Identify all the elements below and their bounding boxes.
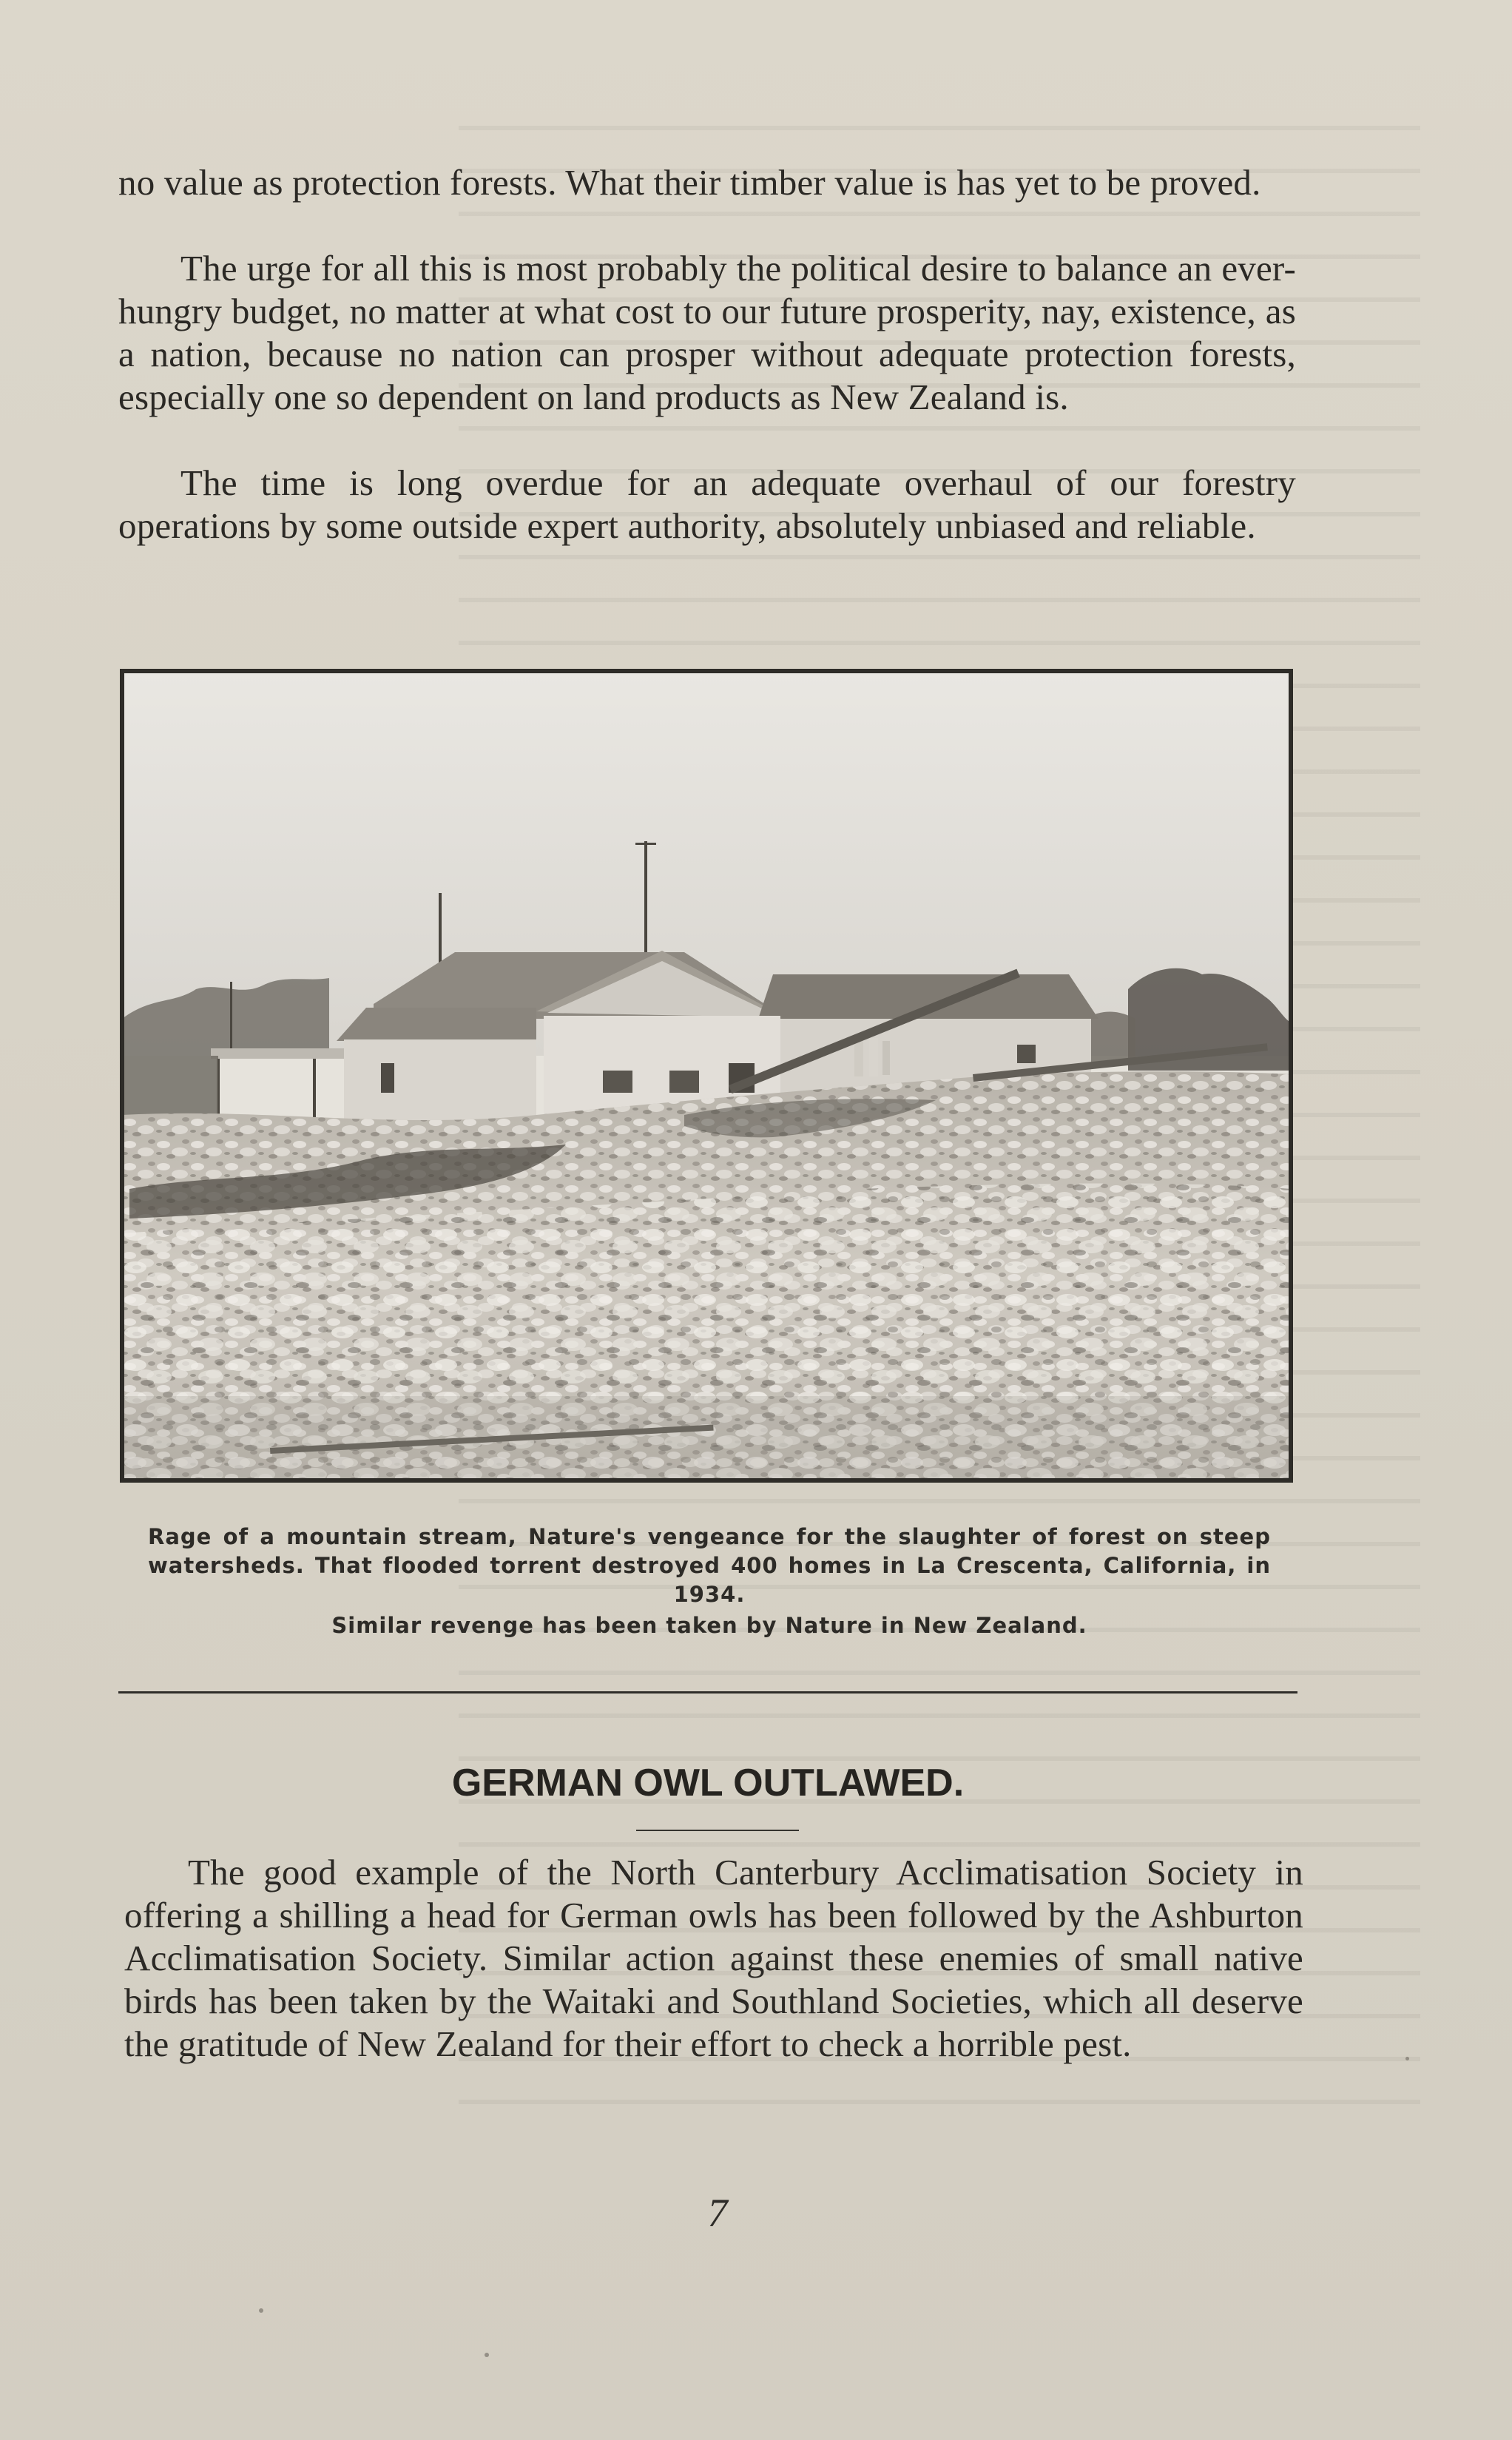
paragraph-forestry-overhaul: The time is long overdue for an adequate overhaul of our forestry operations by some outside expert authority, absolutely unbiased and reliable. — [118, 462, 1296, 546]
paragraph-protection-forests: no value as protection forests. What their timber value is has yet to be proved. — [118, 162, 1261, 203]
paper-speck — [259, 2308, 263, 2313]
heading-underline — [636, 1830, 799, 1831]
flood-photo-illustration — [122, 671, 1291, 1480]
article-body: The good example of the North Canterbury Acclimatisation Society in offering a shilling a head for German owls has been followed by the Ashburton Acclimatisation Society. Similar action against these enemies of small native birds has been taken by the Waitaki and Southland Societies, which all deserve the gratitude of New Zealand for their effort to check a horrible pest. — [124, 1852, 1303, 2064]
paper-speck — [485, 2353, 489, 2357]
photo-caption-main: Rage of a mountain stream, Nature's vengeance for the slaughter of forest on steep watersheds. That flooded torrent destroyed 400 homes in La Crescenta, California, in 1934. — [148, 1524, 1271, 1607]
photo-caption-secondary: Similar revenge has been taken by Nature in New Zealand. — [331, 1613, 1087, 1638]
page-number: 7 — [707, 2191, 728, 2235]
paper-speck — [1405, 2057, 1409, 2060]
article-heading: GERMAN OWL OUTLAWED. — [451, 1762, 965, 1804]
flood-photograph — [120, 669, 1293, 1483]
section-divider — [118, 1691, 1297, 1693]
paragraph-political-desire: The urge for all this is most probably the political desire to balance an ever-hungry budget, no matter at what cost to our future prosperity, nay, existence, as a nation, because no nation can prosper without adequate protection forests, especially one so dependent on land products as New Zealand is. — [118, 248, 1296, 417]
